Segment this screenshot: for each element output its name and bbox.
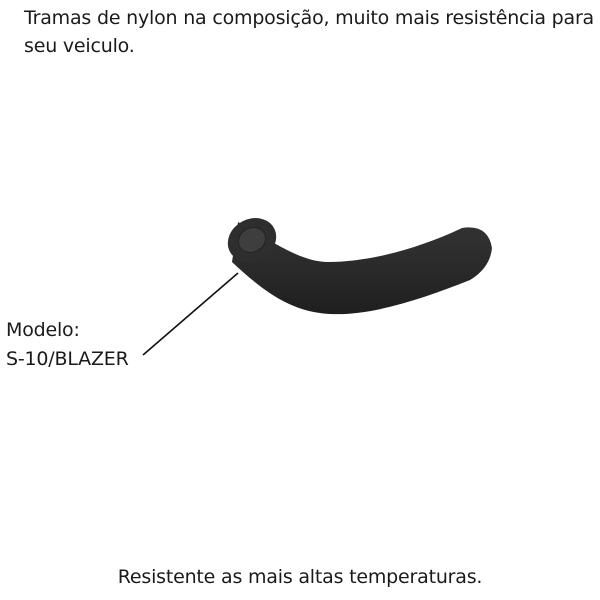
feature-text-nylon: Tramas de nylon na composição, muito mais resistência para seu veiculo. [24,7,594,57]
model-label [6,316,129,374]
model-title: Modelo: [6,319,80,341]
leader-line [143,273,238,355]
model-value: S-10/BLAZER [6,348,129,370]
feature-text-temperature: Resistente as mais altas temperaturas. [117,566,483,588]
